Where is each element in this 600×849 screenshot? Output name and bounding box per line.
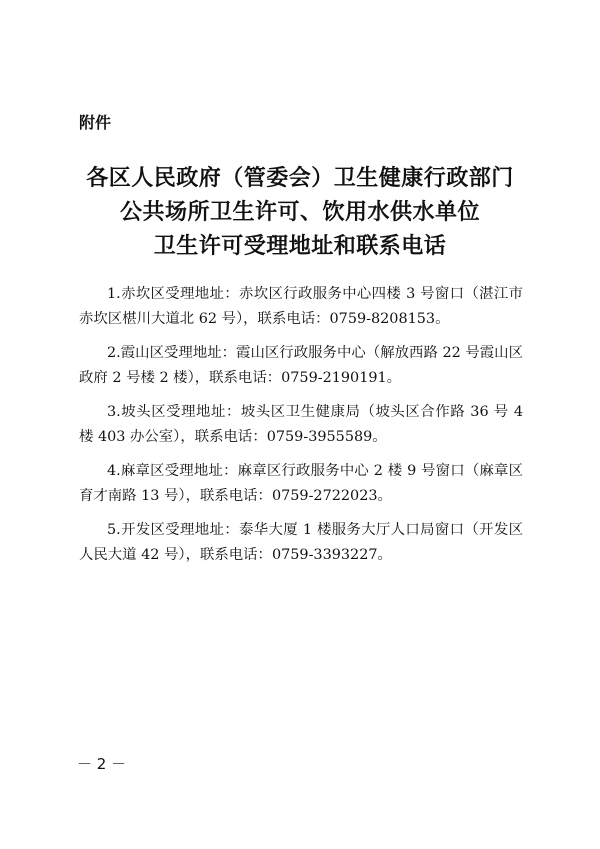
- title-line-3: 卫生许可受理地址和联系电话: [153, 234, 447, 259]
- title-line-2: 公共场所卫生许可、饮用水供水单位: [119, 200, 480, 225]
- page-number: － 2 －: [77, 755, 127, 773]
- list-item-xiashan: 2.霞山区受理地址：霞山区行政服务中心（解放西路 22 号霞山区政府 2 号楼 2 楼），联系电话：0759-2190191。: [79, 345, 523, 386]
- list-item-kaifa: 5.开发区受理地址：泰华大厦 1 楼服务大厅人口局窗口（开发区人民大道 42 号），联系电话：0759-3393227。: [79, 522, 523, 563]
- list-item-mazhang: 4.麻章区受理地址：麻章区行政服务中心 2 楼 9 号窗口（麻章区育才南路 13 号），联系电话：0759-2722023。: [79, 463, 523, 504]
- list-item-chikan: 1.赤坎区受理地址：赤坎区行政服务中心四楼 3 号窗口（湛江市赤坎区椹川大道北 62 号），联系电话：0759-8208153。: [79, 286, 523, 327]
- title-line-1: 各区人民政府（管委会）卫生健康行政部门: [86, 166, 514, 191]
- attachment-label: 附件: [79, 113, 112, 132]
- address-list: [79, 282, 523, 577]
- list-item-potou: 3.坡头区受理地址：坡头区卫生健康局（坡头区合作路 36 号 4 楼 403 办公室），联系电话：0759-3955589。: [79, 404, 523, 445]
- document-title: [60, 162, 540, 264]
